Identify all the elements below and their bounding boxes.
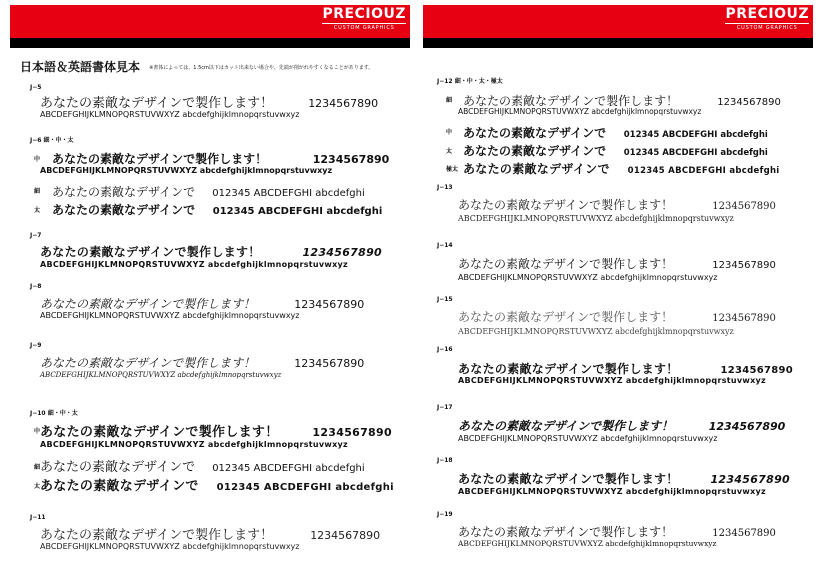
logo-main: PRECIOUZ (725, 6, 809, 22)
numbers: 1234567890 (308, 97, 379, 110)
alphabet: ABCDEFGHIJKLMNOPQRSTUVWXYZ abcdefghijklmnopqrstuvwxyz (458, 107, 702, 116)
sample-code: J−13 (437, 184, 453, 191)
jp-short: あなたの素敵なデザインで (463, 126, 607, 140)
weight-label: 太 (446, 148, 453, 155)
jp-short: あなたの素敵なデザインで (40, 479, 199, 494)
jp-sample: あなたの素敵なデザインで製作します！ (458, 419, 674, 433)
weight-label: 太 (34, 207, 41, 214)
weight-label: 細 (34, 188, 41, 195)
numbers: 1234567890 (312, 426, 392, 439)
sample-code: J−15 (437, 296, 453, 303)
numbers: 1234567890 (712, 313, 776, 324)
numbers: 1234567890 (712, 260, 776, 271)
jp-short: あなたの素敵なデザインで (463, 144, 607, 158)
header-black-band (423, 38, 813, 48)
sample-code: J−7 (30, 232, 42, 239)
alphabet: ABCDEFGHIJKLMNOPQRSTUVWXYZ abcdefghijklmnopqrstuvwxyz (40, 371, 282, 379)
jp-short: あなたの素敵なデザインで (52, 203, 196, 217)
logo-main: PRECIOUZ (322, 6, 406, 22)
jp-sample: あなたの素敵なデザインで製作します！ (40, 356, 256, 370)
alphabet: ABCDEFGHIJKLMNOPQRSTUVWXYZ abcdefghijklmnopqrstuvwxyz (458, 376, 767, 385)
jp-sample: あなたの素敵なデザインで製作します！ (458, 525, 674, 539)
jp-sample: あなたの素敵なデザインで製作します！ (463, 94, 679, 108)
sample-code: J−18 (437, 457, 453, 464)
numbers: 1234567890 (312, 153, 390, 166)
sample-code: J−19 (437, 511, 453, 518)
numbers: 1234567890 (294, 357, 365, 370)
logo-sub: CUSTOM GRAPHICS (725, 23, 809, 31)
jp-sample: あなたの素敵なデザインで製作します！ (40, 425, 279, 440)
numbers: 1234567890 (712, 201, 776, 212)
numbers: 1234567890 (712, 528, 776, 539)
numbers: 1234567890 (708, 420, 786, 433)
short-alpha: 012345 ABCDEFGHI abcdefghi (212, 206, 383, 217)
sample-code: J−8 (30, 283, 42, 290)
sample-code: J−12 細・中・太・極太 (437, 78, 503, 85)
jp-sample: あなたの素敵なデザインで製作します！ (458, 198, 674, 212)
brand-logo (322, 7, 406, 31)
alphabet: ABCDEFGHIJKLMNOPQRSTUVWXYZ abcdefghijklmnopqrstuvwxyz (458, 214, 734, 223)
short-alpha: 012345 ABCDEFGHI abcdefghi (216, 482, 394, 493)
short-alpha: 012345 ABCDEFGHI abcdefghi (627, 166, 780, 176)
heading-note: ※書体によっては、1.5cm以下はカット出来ない場合や、先端が削がれやすくなることがあります。 (149, 65, 374, 71)
sample-code: J−11 (30, 514, 46, 521)
jp-sample: あなたの素敵なデザインで製作します！ (40, 528, 274, 543)
header-black-band (10, 38, 410, 48)
sample-code: J−14 (437, 242, 453, 249)
sample-code: J−17 (437, 404, 453, 411)
numbers: 1234567890 (310, 529, 381, 542)
short-alpha: 012345 ABCDEFGHI abcdefghi (212, 188, 365, 199)
sample-code: J−10 細・中・太 (30, 410, 78, 417)
jp-sample: あなたの素敵なデザインで製作します！ (458, 310, 674, 324)
alphabet: ABCDEFGHIJKLMNOPQRSTUVWXYZ abcdefghijklmnopqrstuvwxyz (458, 327, 734, 336)
numbers: 1234567890 (302, 246, 382, 259)
logo-sub: CUSTOM GRAPHICS (322, 23, 406, 31)
alphabet: ABCDEFGHIJKLMNOPQRSTUVWXYZ abcdefghijklmnopqrstuvwxyz (40, 260, 349, 269)
jp-sample: あなたの素敵なデザインで製作します！ (40, 245, 261, 259)
weight-label: 中 (446, 129, 453, 136)
weight-label: 中 (34, 156, 41, 163)
page-heading (20, 56, 373, 75)
heading-title: 日本語＆英語書体見本 (20, 60, 141, 74)
weight-label: 中 (34, 428, 41, 435)
weight-label: 細 (34, 464, 41, 471)
short-alpha: 012345 ABCDEFGHI abcdefghi (212, 463, 365, 474)
numbers: 1234567890 (720, 365, 794, 376)
jp-short: あなたの素敵なデザインで (40, 460, 196, 475)
alphabet: ABCDEFGHIJKLMNOPQRSTUVWXYZ abcdefghijklmnopqrstuvwxyz (40, 110, 300, 119)
brand-logo (725, 7, 809, 31)
alphabet: ABCDEFGHIJKLMNOPQRSTUVWXYZ abcdefghijklmnopqrstuvwxyz (40, 311, 300, 320)
weight-label: 極太 (446, 166, 459, 173)
alphabet: ABCDEFGHIJKLMNOPQRSTUVWXYZ abcdefghijklmnopqrstuvwxyz (40, 542, 300, 551)
sample-code: J−5 (30, 84, 42, 91)
right-page (421, 0, 823, 581)
alphabet: ABCDEFGHIJKLMNOPQRSTUVWXYZ abcdefghijklmnopqrstuvwxyz (458, 487, 767, 496)
numbers: 1234567890 (294, 298, 365, 311)
weight-label: 太 (34, 483, 41, 490)
sample-code: J−6 細・中・太 (30, 137, 74, 144)
jp-sample: あなたの素敵なデザインで製作します！ (52, 152, 268, 166)
jp-short: あなたの素敵なデザインで (52, 185, 196, 199)
alphabet: ABCDEFGHIJKLMNOPQRSTUVWXYZ abcdefghijklmnopqrstuvwxyz (458, 434, 718, 443)
numbers: 1234567890 (710, 473, 790, 486)
alphabet: ABCDEFGHIJKLMNOPQRSTUVWXYZ abcdefghijklmnopqrstuvwxyz (458, 539, 717, 548)
jp-short: あなたの素敵なデザインで (463, 162, 610, 176)
jp-sample: あなたの素敵なデザインで製作します！ (40, 96, 274, 111)
jp-sample: あなたの素敵なデザインで製作します！ (40, 297, 256, 311)
alphabet: ABCDEFGHIJKLMNOPQRSTUVWXYZ abcdefghijklmnopqrstuvwxyz (458, 273, 718, 282)
short-alpha: 012345 ABCDEFGHI abcdefghi (623, 148, 768, 158)
weight-label: 細 (446, 97, 453, 104)
sample-code: J−16 (437, 346, 453, 353)
numbers: 1234567890 (717, 97, 781, 108)
page-gutter (414, 0, 421, 581)
alphabet: ABCDEFGHIJKLMNOPQRSTUVWXYZ abcdefghijklmnopqrstuvwxyz (40, 166, 333, 175)
jp-sample: あなたの素敵なデザインで製作します！ (458, 362, 679, 376)
jp-sample: あなたの素敵なデザインで製作します！ (458, 472, 679, 486)
jp-sample: あなたの素敵なデザインで製作します！ (458, 257, 674, 271)
short-alpha: 012345 ABCDEFGHI abcdefghi (623, 130, 768, 140)
alphabet: ABCDEFGHIJKLMNOPQRSTUVWXYZ abcdefghijklmnopqrstuvwxyz (40, 440, 349, 449)
sample-code: J−9 (30, 342, 42, 349)
